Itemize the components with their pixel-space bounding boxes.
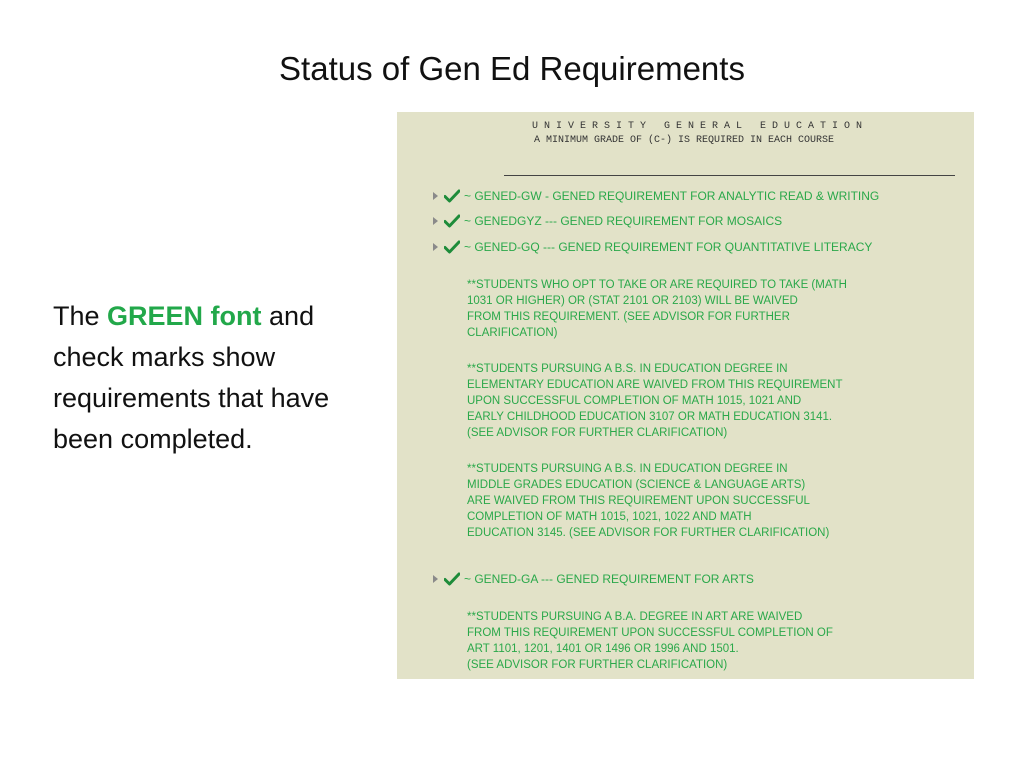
slide-title: Status of Gen Ed Requirements <box>279 50 745 87</box>
caption-highlight: GREEN font <box>107 301 262 331</box>
caption-text <box>53 296 383 460</box>
caption-before: The <box>53 301 108 331</box>
waiver-note-math-stat: **STUDENTS WHO OPT TO TAKE OR ARE REQUIRED TO TAKE (MATH 1031 OR HIGHER) OR (STAT 2101 OR 2103) WILL BE WAIVED FROM THIS REQUIREMENT. (SEE ADVISOR FOR FURTHER CLARIFICATION) <box>467 279 847 339</box>
requirement-row-ga[interactable] <box>433 570 754 588</box>
waiver-note-elementary-ed: **STUDENTS PURSUING A B.S. IN EDUCATION DEGREE IN ELEMENTARY EDUCATION ARE WAIVED FROM THIS REQUIREMENT UPON SUCCESSFUL COMPLETION OF MATH 1015, 1021 AND EARLY CHILDHOOD EDUCATION 3107 OR MATH EDUCATION 3141. (SEE ADVISOR FOR FURTHER CLARIFICATION) <box>467 363 843 439</box>
triangle-right-icon[interactable] <box>433 575 438 583</box>
panel-header-subtitle: A MINIMUM GRADE OF (C-) IS REQUIRED IN EACH COURSE <box>533 135 835 146</box>
waiver-note-middle-grades: **STUDENTS PURSUING A B.S. IN EDUCATION DEGREE IN MIDDLE GRADES EDUCATION (SCIENCE & LANGUAGE ARTS) ARE WAIVED FROM THIS REQUIREMENT UPON SUCCESSFUL COMPLETION OF MATH 1015, 1021, 1022 AND MATH EDUCATION 3145. (SEE ADVISOR FOR FURTHER CLARIFICATION) <box>467 463 830 539</box>
requirement-label: ~ GENED-GW - GENED REQUIREMENT FOR ANALYTIC READ & WRITING <box>464 189 880 203</box>
requirement-label: ~ GENED-GA --- GENED REQUIREMENT FOR ARTS <box>464 572 754 586</box>
checkmark-icon <box>444 189 460 203</box>
waiver-note-art: **STUDENTS PURSUING A B.A. DEGREE IN ART ARE WAIVED FROM THIS REQUIREMENT UPON SUCCESSFUL COMPLETION OF ART 1101, 1201, 1401 OR 1496 OR 1996 AND 1501. (SEE ADVISOR FOR FURTHER CLARIFICATION) <box>467 611 833 671</box>
triangle-right-icon[interactable] <box>433 217 438 225</box>
checkmark-icon <box>444 572 460 586</box>
requirement-row-gq[interactable] <box>433 238 872 256</box>
header-divider <box>504 175 955 176</box>
panel-header-title: UNIVERSITY GENERAL EDUCATION <box>531 121 869 132</box>
checkmark-icon <box>444 214 460 228</box>
checkmark-icon <box>444 240 460 254</box>
requirement-label: ~ GENED-GQ --- GENED REQUIREMENT FOR QUANTITATIVE LITERACY <box>464 240 873 254</box>
caption-after: and check marks show requirements that have been completed. <box>53 301 330 454</box>
degree-audit-panel <box>397 112 974 679</box>
triangle-right-icon[interactable] <box>433 243 438 251</box>
triangle-right-icon[interactable] <box>433 192 438 200</box>
requirement-row-gyz[interactable] <box>433 212 782 230</box>
requirement-label: ~ GENEDGYZ --- GENED REQUIREMENT FOR MOSAICS <box>464 214 783 228</box>
requirement-row-gw[interactable] <box>433 187 879 205</box>
